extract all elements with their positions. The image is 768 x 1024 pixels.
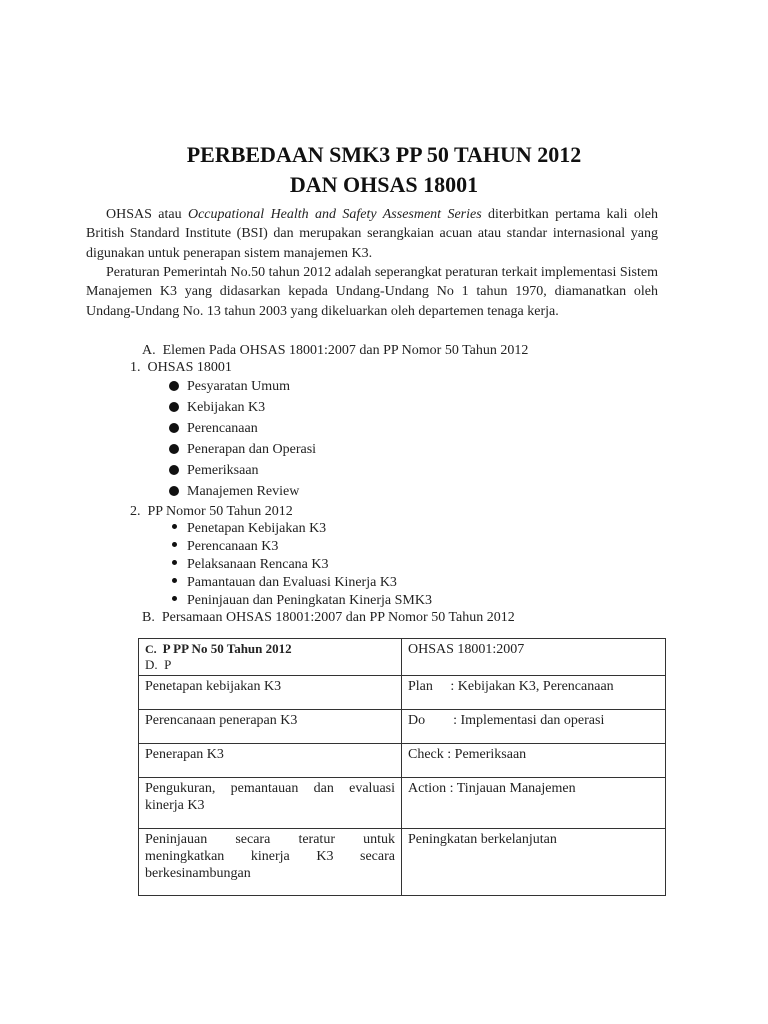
list-item: Kebijakan K3: [169, 398, 265, 417]
list1-heading: 1. OHSAS 18001: [130, 360, 232, 375]
bullet-icon: [169, 444, 179, 454]
bullet-icon: [169, 465, 179, 475]
table-cell: Perencanaan penerapan K3: [139, 710, 402, 744]
intro-paragraph-pp50: Peraturan Pemerintah No.50 tahun 2012 adalah seperangkat peraturan terkait implementasi Sistem Manajemen K3 yang didasarkan kepada Undang-Undang No 1 tahun 1970, diamanatkan oleh Undang-Undang No. 13 tahun 2003 yang dikeluarkan oleh departemen tenaga kerja.: [86, 265, 658, 319]
table-row: [139, 744, 666, 778]
table-row: [139, 829, 666, 896]
document-title: [0, 140, 768, 200]
list-item: Pamantauan dan Evaluasi Kinerja K3: [172, 573, 397, 592]
list-item: Pelaksanaan Rencana K3: [172, 555, 329, 574]
table-row: [139, 710, 666, 744]
bullet-icon: [169, 423, 179, 433]
table-cell: Pengukuran, pemantauan dan evaluasi kinerja K3: [139, 778, 402, 829]
table-cell: Plan : Kebijakan K3, Perencanaan: [402, 676, 666, 710]
list-item: Peninjauan dan Peningkatan Kinerja SMK3: [172, 591, 432, 610]
list-item: Penetapan Kebijakan K3: [172, 519, 326, 538]
list2-heading: 2. PP Nomor 50 Tahun 2012: [130, 504, 293, 519]
list-item: Perencanaan: [169, 419, 258, 438]
list-item: Perencanaan K3: [172, 537, 278, 556]
table-cell: Do : Implementasi dan operasi: [402, 710, 666, 744]
table-header-right: OHSAS 18001:2007: [402, 639, 666, 676]
table-cell: Action : Tinjauan Manajemen: [402, 778, 666, 829]
bullet-icon: [172, 524, 177, 529]
title-line-1: PERBEDAAN SMK3 PP 50 TAHUN 2012: [186, 142, 582, 167]
table-header-row: [139, 639, 666, 676]
section-b-heading: B. Persamaan OHSAS 18001:2007 dan PP Nomor 50 Tahun 2012: [142, 610, 515, 625]
table-header-left: C. P PP No 50 Tahun 2012 D. P: [139, 639, 402, 676]
table-cell: Peninjauan secara teratur untuk meningkatkan kinerja K3 secara berkesinambungan: [139, 829, 402, 896]
bullet-icon: [172, 578, 177, 583]
table-cell: Penetapan kebijakan K3: [139, 676, 402, 710]
bullet-icon: [172, 542, 177, 547]
intro-paragraph-ohsas: OHSAS atau Occupational Health and Safety Assesment Series diterbitkan pertama kali oleh British Standard Institute (BSI) dan merupakan serangkaian acuan atau standar internasional yang digunakan untuk penerapan sistem manajemen K3.: [86, 207, 658, 261]
bullet-icon: [172, 596, 177, 601]
bullet-icon: [172, 560, 177, 565]
table-cell: Penerapan K3: [139, 744, 402, 778]
list-item: Penerapan dan Operasi: [169, 440, 316, 459]
section-a-heading: A. Elemen Pada OHSAS 18001:2007 dan PP Nomor 50 Tahun 2012: [142, 343, 529, 358]
bullet-icon: [169, 486, 179, 496]
table-cell: Peningkatan berkelanjutan: [402, 829, 666, 896]
table-row: [139, 778, 666, 829]
title-line-2: DAN OHSAS 18001: [289, 172, 479, 197]
bullet-icon: [169, 402, 179, 412]
table-row: [139, 676, 666, 710]
comparison-table: [138, 638, 666, 896]
list-item: Manajemen Review: [169, 482, 299, 501]
table-cell: Check : Pemeriksaan: [402, 744, 666, 778]
list-item: Pemeriksaan: [169, 461, 259, 480]
list-item: Pesyaratan Umum: [169, 377, 290, 396]
bullet-icon: [169, 381, 179, 391]
